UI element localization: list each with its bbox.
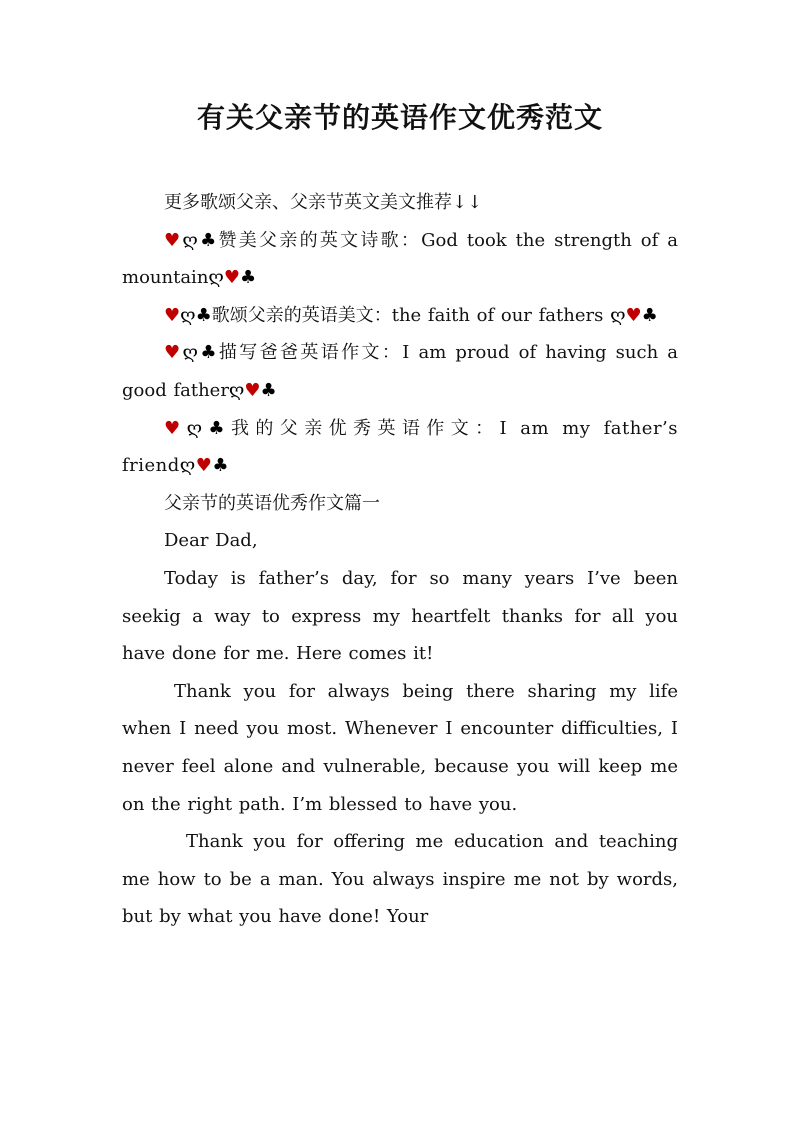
club-icon: ♣ <box>197 229 219 251</box>
club-icon: ♣ <box>641 304 658 326</box>
loop-icon: ღ <box>208 267 224 289</box>
section-heading: 父亲节的英语优秀作文篇一 <box>164 492 380 514</box>
loop-icon: ღ <box>179 455 196 477</box>
recommend-link-label: 歌颂父亲的英语美文：the faith of our fathers <box>211 304 604 326</box>
heart-icon: ♥ <box>244 379 261 401</box>
club-icon: ♣ <box>195 304 212 326</box>
recommend-link-label: 描写爸爸英语作文：I am proud of having such a good father <box>122 342 679 401</box>
letter-paragraph: Today is father’s day, for so many years I’ve been seekig a way to express my heartfelt thanks for all you have done for me. Here comes it! <box>122 567 678 665</box>
recommend-link-label: 赞美父亲的英文诗歌：God took the strength of a mountain <box>122 229 679 289</box>
intro-line: 更多歌颂父亲、父亲节英文美文推荐↓↓ <box>164 192 483 213</box>
loop-icon: ღ <box>180 304 196 326</box>
loop-icon: ღ <box>182 229 198 251</box>
club-icon: ♣ <box>240 267 257 289</box>
recommend-link-2[interactable] <box>122 297 678 335</box>
club-icon: ♣ <box>260 379 277 401</box>
loop-icon: ღ <box>228 379 245 401</box>
loop-icon: ღ <box>182 342 198 364</box>
heart-icon: ♥ <box>164 304 181 326</box>
recommend-link-4[interactable] <box>122 410 678 485</box>
club-icon: ♣ <box>212 455 230 477</box>
letter-salutation: Dear Dad, <box>164 530 258 552</box>
heart-icon: ♥ <box>195 455 213 477</box>
loop-icon: ღ <box>186 417 203 439</box>
letter-paragraph: Thank you for always being there sharing my life when I need you most. Whenever I encounter difficulties, I never feel alone and vulnerable, because you will keep me on the right path. I’m blessed to have you. <box>122 680 678 815</box>
heart-icon: ♥ <box>164 229 183 251</box>
heart-icon: ♥ <box>164 342 183 364</box>
heart-icon: ♥ <box>625 304 642 326</box>
recommend-link-label: 我的父亲优秀英语作文：I am my father’s friend <box>122 417 679 477</box>
heart-icon: ♥ <box>164 417 187 439</box>
club-icon: ♣ <box>202 417 231 439</box>
document-title: 有关父亲节的英语作文优秀范文 <box>196 101 603 134</box>
recommend-link-3[interactable] <box>122 334 678 409</box>
heart-icon: ♥ <box>223 267 240 289</box>
club-icon: ♣ <box>197 342 219 364</box>
loop-icon: ღ <box>610 304 626 326</box>
letter-paragraph: Thank you for offering me education and teaching me how to be a man. You always inspire me not by words, but by what you have done! Your <box>122 831 678 928</box>
document-body <box>122 184 678 936</box>
recommend-link-1[interactable] <box>122 222 678 297</box>
